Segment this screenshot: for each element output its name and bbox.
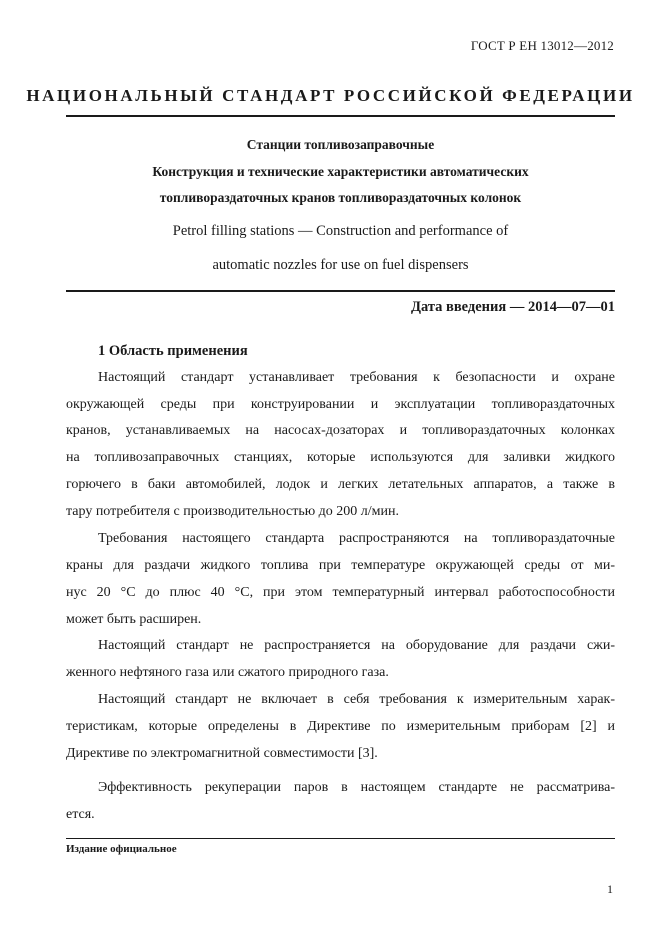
section-heading: 1 Область применения <box>98 343 248 359</box>
paragraph-1-line-2: окружающей среды при конструировании и эксплуатации топливораздаточных <box>66 397 615 412</box>
footer-divider <box>66 838 615 839</box>
paragraph-2-line-1: Требования настоящего стандарта распространяются на топливораздаточные <box>98 531 615 546</box>
top-divider <box>66 115 615 117</box>
paragraph-4-line-2: теристикам, которые определены в Директиве по измерительным приборам [2] и <box>66 719 615 734</box>
paragraph-5-line-2: ется. <box>66 807 95 822</box>
middle-divider <box>66 290 615 292</box>
paragraph-1-line-4: на топливозаправочных станциях, которые используются для заливки жидкого <box>66 450 615 465</box>
national-standard-title: НАЦИОНАЛЬНЫЙ СТАНДАРТ РОССИЙСКОЙ ФЕДЕРАЦИИ <box>26 86 635 105</box>
page-number: 1 <box>607 882 613 896</box>
paragraph-2-line-3: нус 20 °С до плюс 40 °С, при этом температурный интервал работоспособности <box>66 585 615 600</box>
title-en-line-2: automatic nozzles for use on fuel dispensers <box>212 257 469 273</box>
paragraph-2-line-4: может быть расширен. <box>66 612 202 627</box>
official-edition-label: Издание официальное <box>66 843 177 855</box>
paragraph-5-line-1: Эффективность рекуперации паров в настоящем стандарте не рассматрива- <box>98 780 615 795</box>
paragraph-2-line-2: краны для раздачи жидкого топлива при температуре окружающей среды от ми- <box>66 558 615 573</box>
paragraph-4-line-1: Настоящий стандарт не включает в себя требования к измерительным харак- <box>98 692 615 707</box>
paragraph-1-line-5: горючего в баки автомобилей, лодок и легких летательных аппаратов, а также в <box>66 477 615 492</box>
title-ru-line-2: Конструкция и технические характеристики автоматических <box>152 164 529 179</box>
title-en-line-1: Petrol filling stations — Construction and performance of <box>172 223 509 239</box>
title-ru-line-3: топливораздаточных кранов топливораздаточных колонок <box>159 190 522 205</box>
paragraph-1-line-1: Настоящий стандарт устанавливает требования к безопасности и охране <box>98 370 615 385</box>
paragraph-4-line-3: Директиве по электромагнитной совместимости [3]. <box>66 746 378 761</box>
paragraph-3-line-1: Настоящий стандарт не распространяется на оборудование для раздачи сжи- <box>98 638 615 653</box>
paragraph-1-line-6: тару потребителя с производительностью до 200 л/мин. <box>66 504 400 519</box>
title-ru-line-1: Станции топливозаправочные <box>246 137 435 152</box>
document-code: ГОСТ Р ЕН 13012—2012 <box>470 38 614 53</box>
paragraph-3-line-2: женного нефтяного газа или сжатого природного газа. <box>66 665 389 680</box>
introduction-date: Дата введения — 2014—07—01 <box>410 299 615 315</box>
paragraph-1-line-3: кранов, устанавливаемых на насосах-дозаторах и топливораздаточных колонках <box>66 423 615 438</box>
